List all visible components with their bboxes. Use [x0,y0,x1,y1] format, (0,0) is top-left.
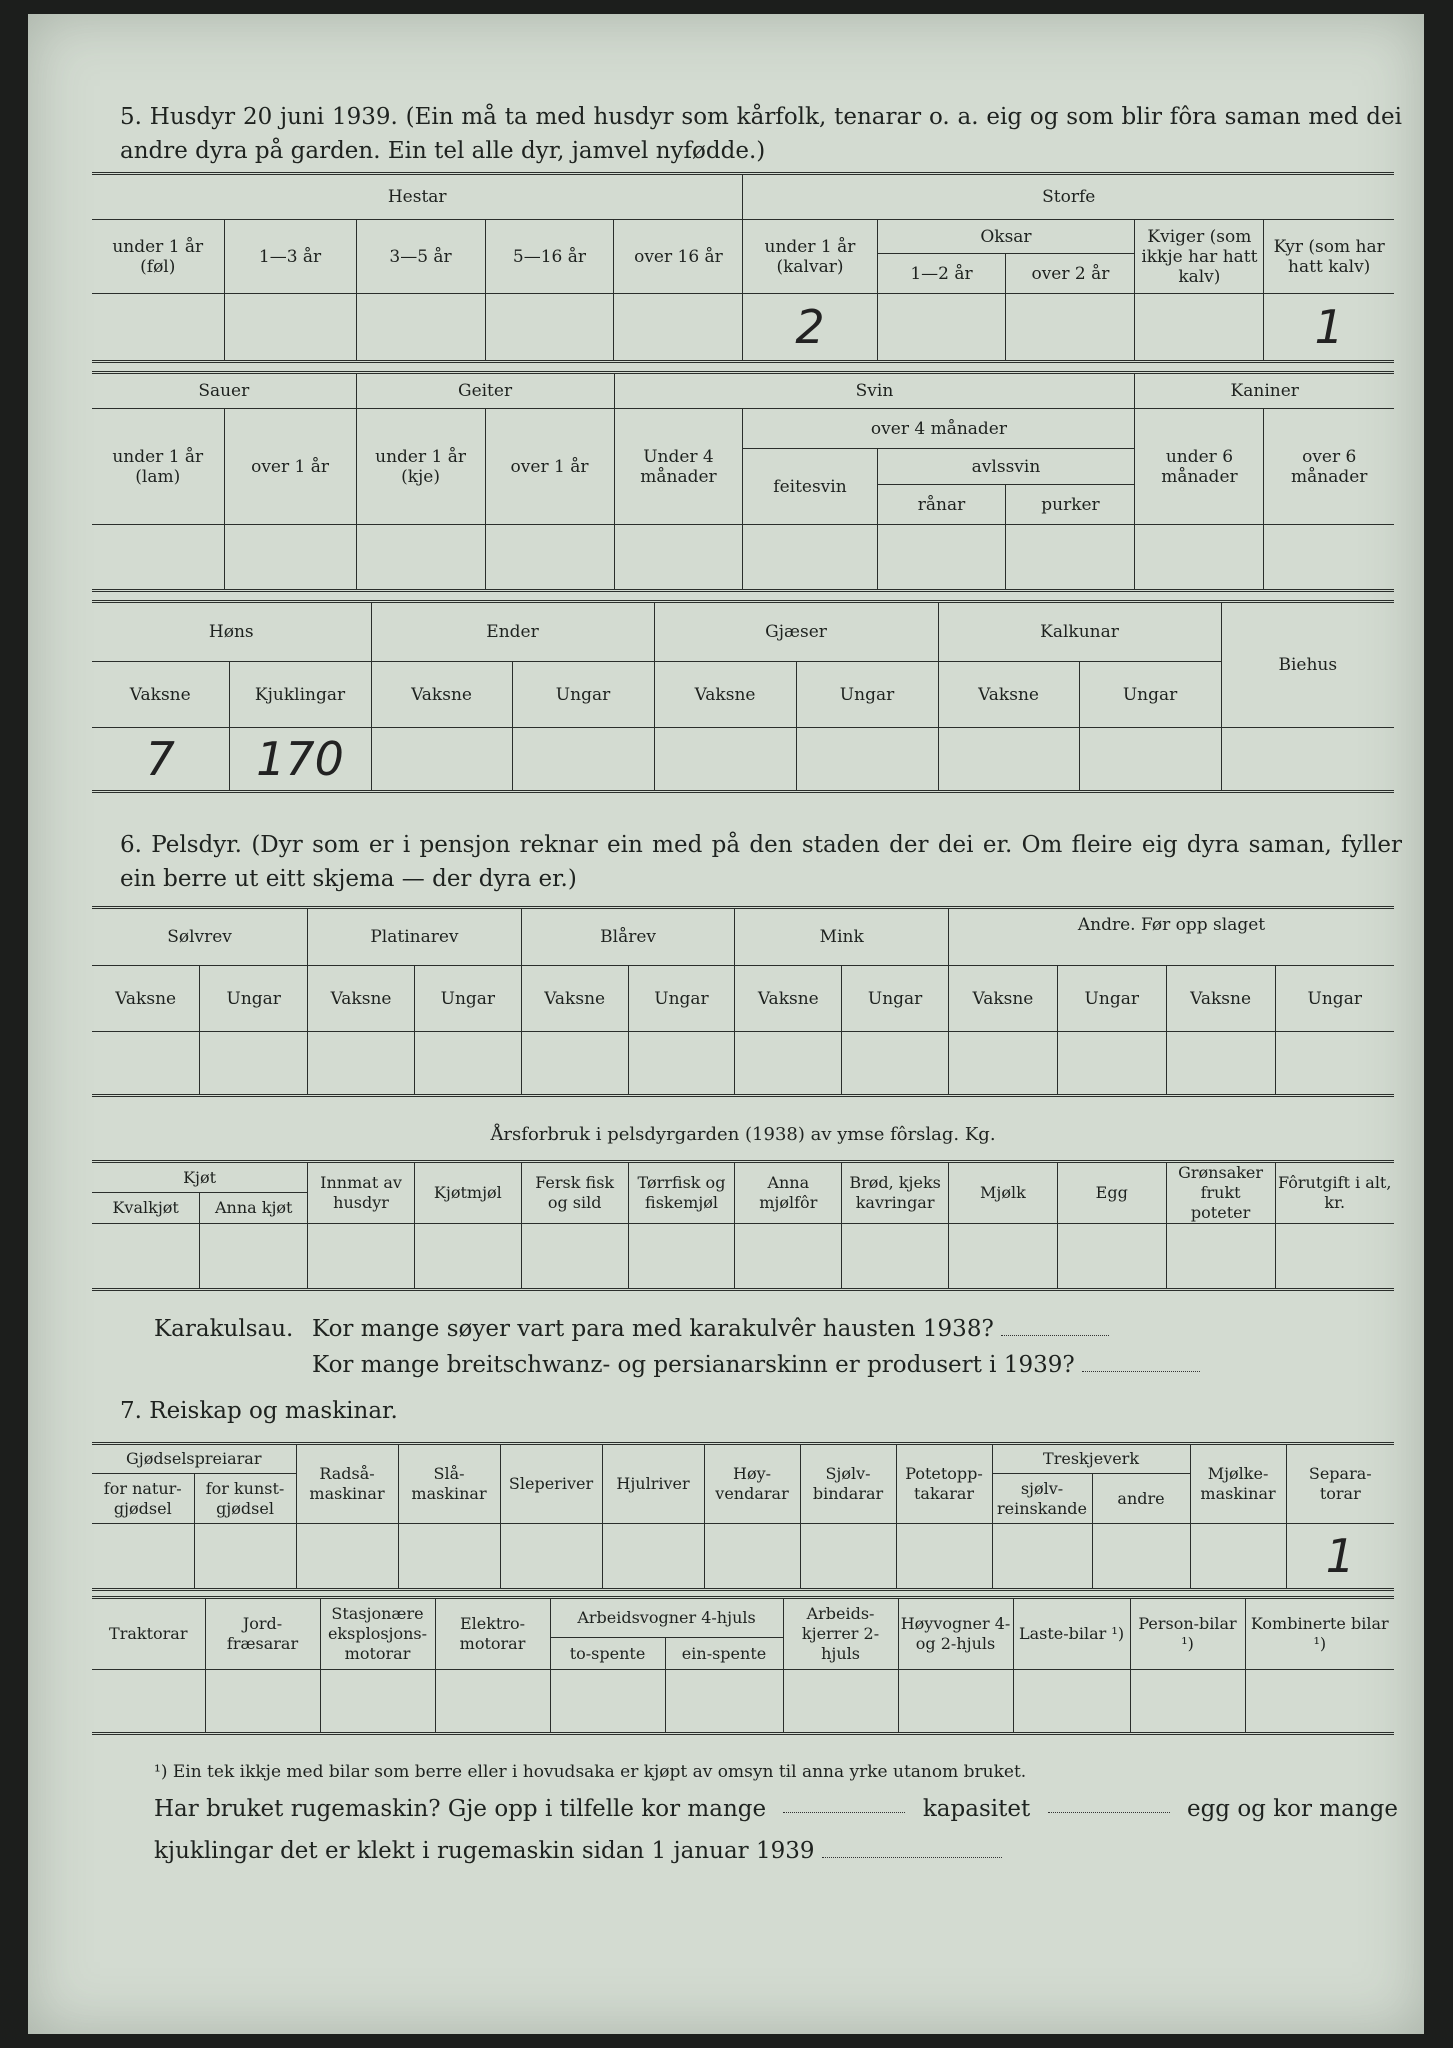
jordfraesarar: Jord-fræsarar [205,1598,320,1670]
hest-col-0: under 1 år (føl) [92,220,224,294]
ungar-label: Ungar [628,966,735,1032]
value-cell [1135,294,1264,362]
tresk-andre: andre [1092,1474,1190,1524]
anna-kjot: Anna kjøt [200,1193,308,1224]
lastebilar: Laste-bilar ¹) [1013,1598,1130,1670]
kvalkjot: Kvalkjøt [92,1193,200,1224]
vaksne-label: Vaksne [949,966,1058,1032]
ungar-label: Ungar [1079,662,1221,728]
fjorfe-table [92,600,1394,793]
kjuklingar-value: 170 [229,728,371,792]
oksar-col-1: over 2 år [1006,254,1135,294]
rugemaskin-line-1 [154,1794,1398,1824]
section-5-intro: 5. Husdyr 20 juni 1939. (Ein må ta med husdyr som kårfolk, tenarar o. a. eig og som blir fôra saman med dei andre dyra på garden. Ein tel alle dyr, jamvel nyfødde.) [120,104,1402,164]
vaksne-label: Vaksne [1166,966,1275,1032]
vaksne-label: Vaksne [654,662,796,728]
kan-col-1: over 6 månader [1264,409,1394,525]
eksplosjonsmotorar: Stasjonære eksplosjons-motorar [320,1598,435,1670]
vaksne-label: Vaksne [308,966,415,1032]
value-cell [1006,294,1135,362]
andre-header: Andre. Før opp slaget [949,908,1394,966]
vaksne-label: Vaksne [92,662,229,728]
sauer-svin-table [92,371,1394,592]
ungar-label: Ungar [200,966,308,1032]
ungar-label: Ungar [796,662,938,728]
forbruk-title: Årsforbruk i pelsdyrgarden (1938) av ymse fôrslag. Kg. [490,1124,996,1145]
hest-col-1: 1—3 år [224,220,356,294]
reiskap-col-4: Høy-vendarar [704,1444,800,1524]
kjot-header: Kjøt [92,1162,308,1193]
vaksne-label: Vaksne [92,966,200,1032]
gjaeser-header: Gjæser [654,602,938,662]
forbruk-col-5: Brød, kjeks kavringar [842,1162,949,1224]
reiskap-col-3: Hjulriver [602,1444,704,1524]
traktorar: Traktorar [92,1598,205,1670]
elektromotorar: Elektro-motorar [435,1598,550,1670]
karakul-line-2 [312,1350,1200,1380]
mink-header: Mink [735,908,949,966]
forbruk-col-8: Grønsaker frukt poteter [1166,1162,1275,1224]
kalkunar-header: Kalkunar [938,602,1221,662]
vaksne-label: Vaksne [371,662,512,728]
reiskap-col-1: Slå-maskinar [398,1444,500,1524]
avl-col-0: rånar [877,485,1006,525]
kombinerte-bilar: Kombinerte bilar ¹) [1245,1598,1394,1670]
platinarev-header: Platinarev [308,908,522,966]
value-cell [877,294,1006,362]
arbeidsvogner-header: Arbeidsvogner 4-hjuls [550,1598,783,1638]
arbeidskjerrer: Arbeids-kjerrer 2-hjuls [783,1598,898,1670]
karakul-answer-1[interactable] [1001,1335,1109,1336]
kalvar-value: 2 [743,294,877,362]
reiskap-table-a [92,1442,1394,1591]
reiskap-col-0: Radså-maskinar [296,1444,398,1524]
sauer-header: Sauer [92,373,356,409]
ungar-label: Ungar [842,966,949,1032]
storfe-kalv: under 1 år (kalvar) [743,220,877,294]
treskjeverk-header: Treskjeverk [992,1444,1190,1474]
sau-col-0: under 1 år (lam) [92,409,224,525]
ungar-label: Ungar [1057,966,1166,1032]
solvrev-header: Sølvrev [92,908,308,966]
kaniner-header: Kaniner [1135,373,1394,409]
avlssvin: avlssvin [877,449,1135,485]
hestar-storfe-table [92,172,1394,363]
oksar-col-0: 1—2 år [877,254,1006,294]
oksar-header: Oksar [877,220,1135,254]
blarev-header: Blårev [521,908,735,966]
vogn-ein-spente: ein-spente [665,1638,783,1670]
reiskap-col-2: Sleperiver [500,1444,602,1524]
kjuklingar-label: Kjuklingar [229,662,371,728]
gjodsel-natur: for natur-gjødsel [92,1474,194,1524]
personbilar: Person-bilar ¹) [1130,1598,1245,1670]
avl-col-1: purker [1006,485,1135,525]
rugemaskin-count-field[interactable] [783,1794,905,1813]
karakul-line-1 [154,1314,1109,1344]
rugemaskin-question: Har bruket rugemaskin? Gje opp i tilfelle kor mange [154,1796,767,1822]
geit-col-0: under 1 år (kje) [356,409,485,525]
mjolkemaskinar: Mjølke-maskinar [1190,1444,1286,1524]
separatorar: Separa-torar [1286,1444,1394,1524]
kjuklingar-klekt-label: kjuklingar det er klekt i rugemaskin sidan 1 januar 1939 [154,1838,815,1864]
ungar-label: Ungar [1275,966,1394,1032]
forbruk-col-3: Tørrfisk og fiskemjøl [628,1162,735,1224]
kan-col-0: under 6 månader [1135,409,1264,525]
tresk-sjolv: sjølv-reinskande [992,1474,1092,1524]
geit-col-1: over 1 år [485,409,614,525]
gjodsel-kunst: for kunst-gjødsel [194,1474,296,1524]
value-cell [485,294,614,362]
forbruk-col-7: Egg [1057,1162,1166,1224]
karakul-label: Karakulsau. [154,1316,294,1342]
kyr-value: 1 [1264,294,1394,362]
section-6-intro: 6. Pelsdyr. (Dyr som er i pensjon reknar ein med på den staden der dei er. Om fleire eig dyra saman, fyller ein berre ut eitt skjema — der dyra er.) [120,832,1402,892]
feitesvin: feitesvin [743,449,877,525]
value-cell [356,294,485,362]
reiskap-col-5: Sjølv-bindarar [800,1444,896,1524]
kviger: Kviger (som ikkje har hatt kalv) [1135,220,1264,294]
vaksne-label: Vaksne [521,966,628,1032]
hestar-header: Hestar [92,174,743,220]
storfe-header: Storfe [743,174,1394,220]
kapasitet-label: kapasitet [922,1796,1031,1822]
ender-header: Ender [371,602,654,662]
svin-header: Svin [614,373,1135,409]
forbruk-col-1: Kjøtmjøl [414,1162,521,1224]
ungar-label: Ungar [512,662,654,728]
gjodsel-header: Gjødselspreiarar [92,1444,296,1474]
karakul-question-1: Kor mange søyer vart para med karakulvêr hausten 1938? [312,1316,994,1342]
kjuklingar-klekt-field[interactable] [822,1839,1002,1858]
forbruk-col-2: Fersk fisk og sild [521,1162,628,1224]
pelsdyr-table [92,906,1394,1097]
egg-label: egg og kor mange [1186,1796,1398,1822]
value-cell [92,294,224,362]
vogn-to-spente: to-spente [550,1638,665,1670]
forbruk-col-4: Anna mjølfôr [735,1162,842,1224]
ungar-label: Ungar [414,966,521,1032]
value-cell [224,294,356,362]
karakul-question-2: Kor mange breitschwanz- og persianarskinn er produsert i 1939? [312,1352,1075,1378]
forbruk-col-6: Mjølk [949,1162,1058,1224]
forbruk-col-0: Innmat av husdyr [308,1162,415,1224]
forbruk-col-9: Fôrutgift i alt, kr. [1275,1162,1394,1224]
svin-under: Under 4 månader [614,409,743,525]
karakul-answer-2[interactable] [1082,1371,1200,1372]
rugemaskin-line-2 [154,1836,1002,1866]
svin-over: over 4 månader [743,409,1135,449]
hons-vaksne-value: 7 [92,728,229,792]
footnote: ¹) Ein tek ikkje med bilar som berre eller i hovudsaka er kjøpt av omsyn til anna yrke utanom bruket. [154,1762,1027,1782]
biehus-header: Biehus [1221,602,1394,728]
hest-col-2: 3—5 år [356,220,485,294]
separatorar-value: 1 [1286,1524,1394,1590]
kapasitet-field[interactable] [1048,1794,1170,1813]
kyr: Kyr (som har hatt kalv) [1264,220,1394,294]
vaksne-label: Vaksne [735,966,842,1032]
hest-col-4: over 16 år [614,220,743,294]
hons-header: Høns [92,602,371,662]
geiter-header: Geiter [356,373,614,409]
vaksne-label: Vaksne [938,662,1079,728]
form-page [28,14,1424,2034]
reiskap-col-6: Potetopp-takarar [896,1444,992,1524]
forbruk-table [92,1160,1394,1291]
hest-col-3: 5—16 år [485,220,614,294]
hoyvogner: Høyvogner 4- og 2-hjuls [898,1598,1013,1670]
sau-col-1: over 1 år [224,409,356,525]
section-7-title: 7. Reiskap og maskinar. [120,1398,398,1424]
value-cell [614,294,743,362]
reiskap-table-b [92,1596,1394,1735]
